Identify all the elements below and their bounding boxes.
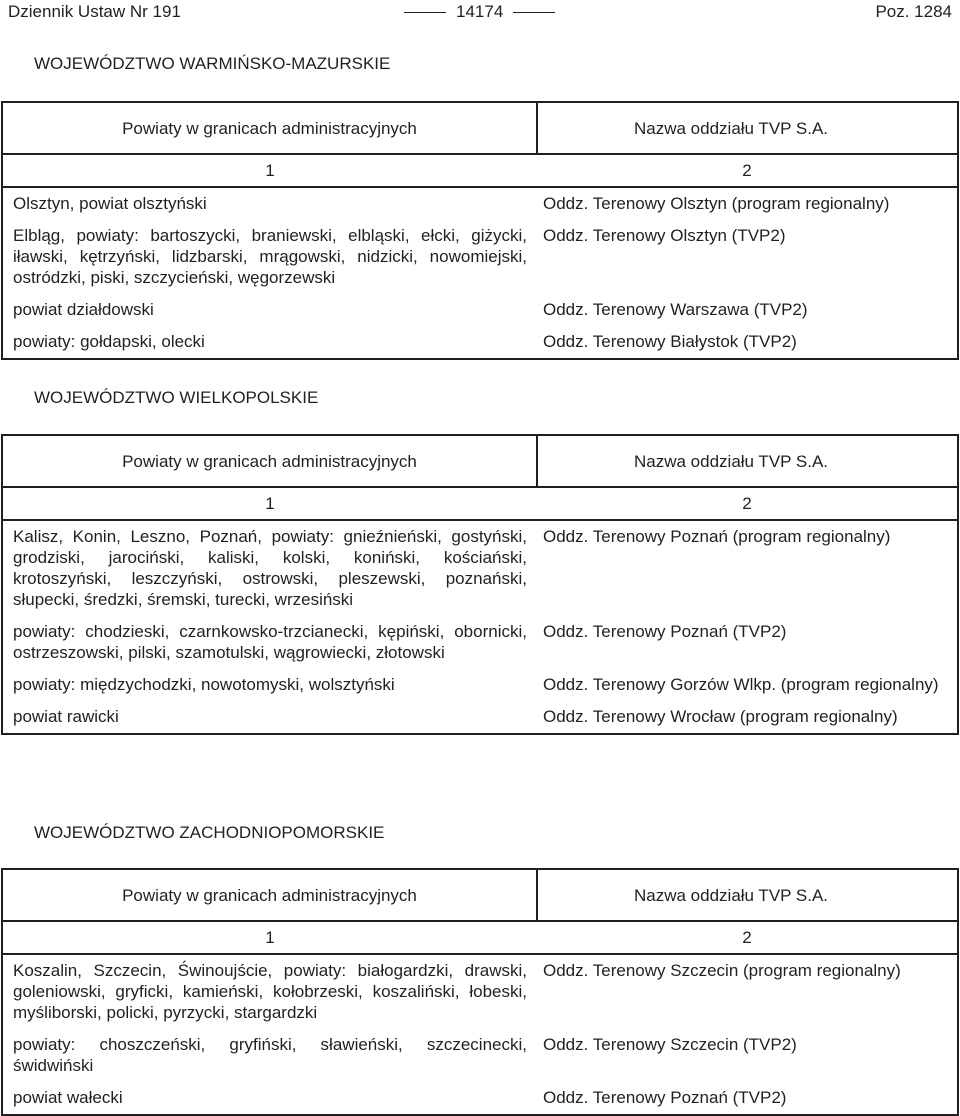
district-cell: powiat wałecki	[13, 1088, 123, 1107]
district-cell: powiaty: choszczeński, gryfiński, sławieński, szczecinecki, świdwiński	[13, 1035, 527, 1075]
column-number-1: 1	[2, 154, 537, 187]
branch-cell: Oddz. Terenowy Poznań (TVP2)	[543, 622, 787, 641]
table-row	[2, 616, 958, 669]
table-row	[2, 1029, 958, 1082]
district-cell: powiat działdowski	[13, 300, 154, 319]
page-number: 14174	[394, 2, 565, 22]
branch-cell: Oddz. Terenowy Białystok (TVP2)	[543, 332, 797, 351]
branch-cell: Oddz. Terenowy Szczecin (program regionalny)	[543, 961, 901, 980]
column-numbers	[2, 154, 958, 187]
region-table	[1, 434, 959, 735]
branch-cell: Oddz. Terenowy Olsztyn (program regionalny)	[543, 194, 890, 213]
column-number-2: 2	[537, 154, 958, 187]
table-header	[2, 435, 958, 487]
section-title: WOJEWÓDZTWO WIELKOPOLSKIE	[34, 388, 319, 407]
table-row	[2, 220, 958, 294]
branch-cell: Oddz. Terenowy Gorzów Wlkp. (program regionalny)	[543, 675, 939, 694]
branch-cell: Oddz. Terenowy Wrocław (program regionalny)	[543, 707, 898, 726]
table-header	[2, 102, 958, 154]
district-cell: Olsztyn, powiat olsztyński	[13, 194, 207, 213]
column-number-1: 1	[2, 487, 537, 520]
header-col-2: Nazwa oddziału TVP S.A.	[537, 102, 958, 154]
column-numbers	[2, 921, 958, 954]
branch-cell: Oddz. Terenowy Szczecin (TVP2)	[543, 1035, 797, 1054]
branch-cell: Oddz. Terenowy Poznań (program regionalny)	[543, 527, 891, 546]
header-col-2: Nazwa oddziału TVP S.A.	[537, 435, 958, 487]
branch-cell: Oddz. Terenowy Warszawa (TVP2)	[543, 300, 808, 319]
column-number-2: 2	[537, 487, 958, 520]
branch-cell: Oddz. Terenowy Poznań (TVP2)	[543, 1088, 787, 1107]
column-number-2: 2	[537, 921, 958, 954]
district-cell: powiaty: gołdapski, olecki	[13, 332, 205, 351]
table-row	[2, 1082, 958, 1115]
table-row	[2, 326, 958, 359]
district-cell: Koszalin, Szczecin, Świnoujście, powiaty: białogardzki, drawski, goleniowski, gryficki, kamieński, kołobrzeski, koszaliński, łobeski, myśliborski, policki, pyrzycki, stargardzki	[13, 961, 527, 1022]
district-cell: powiat rawicki	[13, 707, 119, 726]
branch-cell: Oddz. Terenowy Olsztyn (TVP2)	[543, 226, 786, 245]
district-cell: Elbląg, powiaty: bartoszycki, braniewski, elbląski, ełcki, giżycki, iławski, kętrzyński, lidzbarski, mrągowski, nidzicki, nowomiejski, ostródzki, piski, szczycieński, węgorzewski	[13, 226, 527, 287]
running-head	[0, 0, 960, 24]
header-col-2: Nazwa oddziału TVP S.A.	[537, 869, 958, 921]
table-row	[2, 954, 958, 1029]
district-cell: powiaty: chodzieski, czarnkowsko-trzcianecki, kępiński, obornicki, ostrzeszowski, pilski, szamotulski, wągrowiecki, złotowski	[13, 622, 527, 662]
table-row	[2, 294, 958, 326]
district-cell: Kalisz, Konin, Leszno, Poznań, powiaty: gnieźnieński, gostyński, grodziski, jarociński, kaliski, kolski, koniński, kościański, krotoszyński, leszczyński, ostrowski, pleszewski, poznański, słupecki, średzki, śremski, turecki, wrzesiński	[13, 527, 527, 609]
region-table	[1, 101, 959, 360]
region-table	[1, 868, 959, 1116]
header-col-1: Powiaty w granicach administracyjnych	[2, 102, 537, 154]
column-numbers	[2, 487, 958, 520]
header-col-1: Powiaty w granicach administracyjnych	[2, 869, 537, 921]
column-number-1: 1	[2, 921, 537, 954]
section-title: WOJEWÓDZTWO ZACHODNIOPOMORSKIE	[34, 823, 385, 842]
section-title: WOJEWÓDZTWO WARMIŃSKO-MAZURSKIE	[34, 54, 391, 73]
journal-title: Dziennik Ustaw Nr 191	[8, 2, 181, 21]
district-cell: powiaty: międzychodzki, nowotomyski, wolsztyński	[13, 675, 395, 694]
table-header	[2, 869, 958, 921]
table-row	[2, 701, 958, 734]
table-row	[2, 187, 958, 220]
position-number: Poz. 1284	[875, 2, 952, 21]
header-col-1: Powiaty w granicach administracyjnych	[2, 435, 537, 487]
table-row	[2, 669, 958, 701]
table-row	[2, 520, 958, 616]
